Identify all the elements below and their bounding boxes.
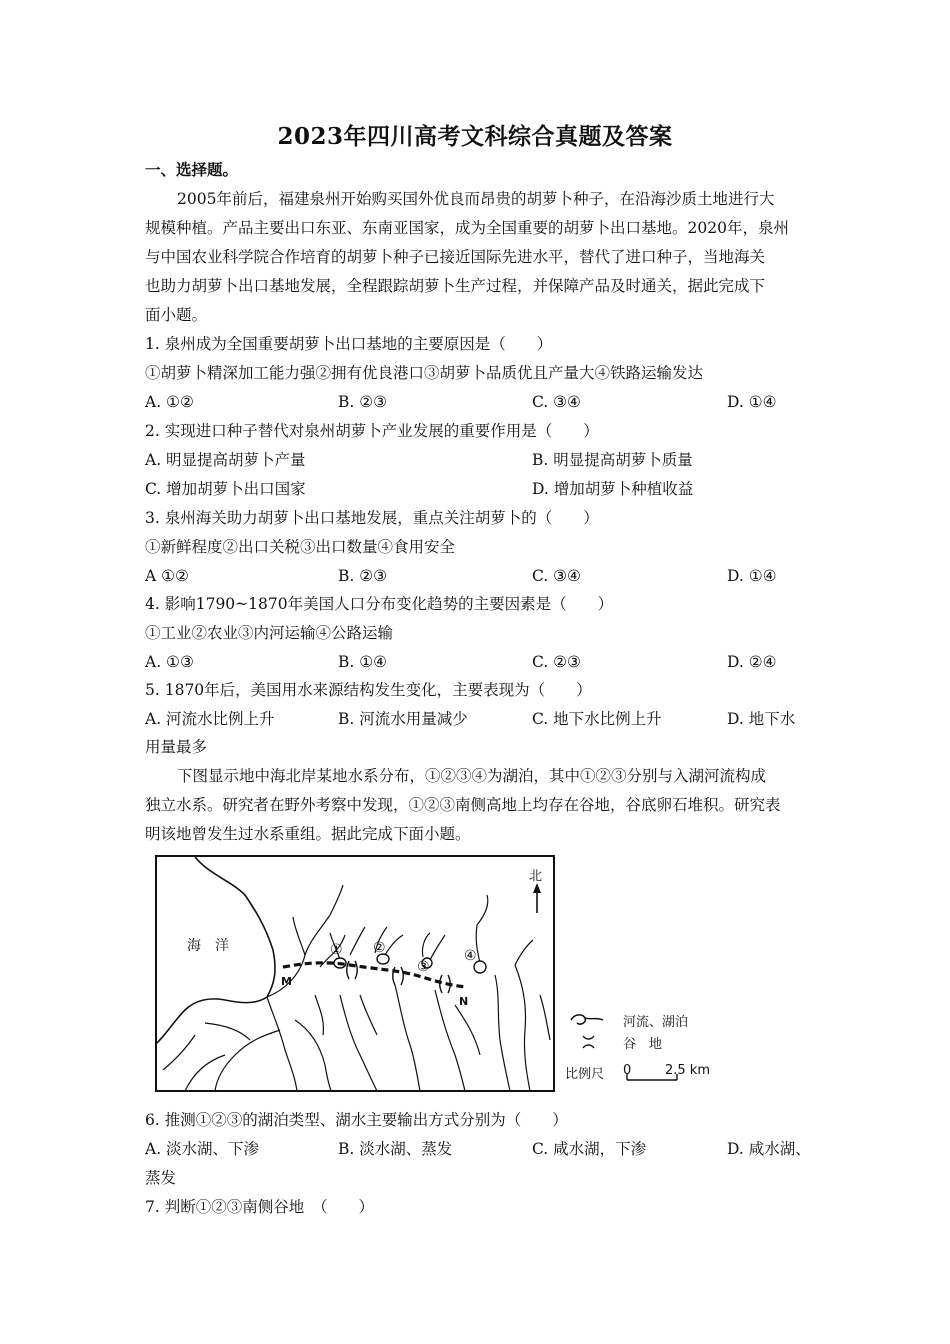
option-a: A ①② bbox=[145, 567, 189, 585]
option-b: B. ②③ bbox=[338, 393, 388, 411]
option-d: D. ②④ bbox=[727, 653, 777, 671]
ocean-label: 海 洋 bbox=[187, 938, 229, 954]
intro-line: 规模种植。产品主要出口东亚、东南亚国家，成为全国重要的胡萝卜出口基地。2020年，泉州 bbox=[145, 219, 789, 237]
question-stem: 6. 推测①②③的湖泊类型、湖水主要输出方式分别为（ ） bbox=[145, 1111, 568, 1129]
option-b: B. 明显提高胡萝卜质量 bbox=[532, 451, 693, 469]
option-a: A. 明显提高胡萝卜产量 bbox=[145, 451, 306, 469]
option-a: A. 河流水比例上升 bbox=[145, 710, 275, 728]
question-stem: 3. 泉州海关助力胡萝卜出口基地发展，重点关注胡萝卜的（ ） bbox=[145, 509, 599, 527]
question-sub: ①工业②农业③内河运输④公路运输 bbox=[145, 624, 394, 642]
lake-4-label: ④ bbox=[464, 948, 477, 964]
drainage-map bbox=[155, 855, 555, 1092]
intro-line: 独立水系。研究者在野外考察中发现，①②③南侧高地上均存在谷地，谷底卵石堆积。研究表 bbox=[145, 796, 781, 814]
intro-line: 2005年前后，福建泉州开始购买国外优良而昂贵的胡萝卜种子，在沿海沙质土地进行大 bbox=[177, 190, 775, 208]
page-title: 2023年四川高考文科综合真题及答案 bbox=[277, 123, 673, 150]
option-a: A. ①② bbox=[145, 393, 194, 411]
option-b: B. ①④ bbox=[338, 653, 388, 671]
option-a: A. ①③ bbox=[145, 653, 194, 671]
option-c: C. 咸水湖，下渗 bbox=[532, 1140, 647, 1158]
question-sub: ①胡萝卜精深加工能力强②拥有优良港口③胡萝卜品质优且产量大④铁路运输发达 bbox=[145, 364, 704, 382]
intro-line: 与中国农业科学院合作培育的胡萝卜种子已接近国际先进水平，替代了进口种子，当地海关 bbox=[145, 248, 766, 266]
valley-symbol bbox=[583, 1036, 594, 1048]
option-c: C. 增加胡萝卜出口国家 bbox=[145, 480, 306, 498]
legend-river-lake: 河流、湖泊 bbox=[623, 1015, 689, 1030]
map-frame bbox=[156, 856, 554, 1091]
option-d: D. ①④ bbox=[727, 393, 777, 411]
legend-scale-end: 2.5 km bbox=[665, 1063, 710, 1078]
option-b: B. 淡水湖、蒸发 bbox=[338, 1140, 453, 1158]
option-c: C. 地下水比例上升 bbox=[532, 710, 662, 728]
point-m-label: M bbox=[281, 975, 292, 988]
intro-line: 面小题。 bbox=[145, 306, 208, 324]
legend-scale-start: 0 bbox=[623, 1063, 632, 1078]
question-stem: 7. 判断①②③南侧谷地 （ ） bbox=[145, 1198, 374, 1216]
legend-scale-label: 比例尺 bbox=[565, 1067, 605, 1082]
intro-line: 下图显示地中海北岸某地水系分布，①②③④为湖泊，其中①②③分别与入湖河流构成 bbox=[177, 767, 767, 785]
lake-2-label: ② bbox=[373, 940, 386, 956]
lake-1-label: ① bbox=[330, 942, 343, 958]
section-heading: 一、选择题。 bbox=[145, 160, 239, 179]
intro-line: 明该地曾发生过水系重组。据此完成下面小题。 bbox=[145, 825, 471, 843]
question-stem: 5. 1870年后，美国用水来源结构发生变化，主要表现为（ ） bbox=[145, 681, 592, 699]
north-label: 北 bbox=[529, 869, 543, 884]
option-b: B. 河流水用量减少 bbox=[338, 710, 468, 728]
option-d: D. ①④ bbox=[727, 567, 777, 585]
question-stem: 4. 影响1790~1870年美国人口分布变化趋势的主要因素是（ ） bbox=[145, 595, 614, 613]
option-c: C. ③④ bbox=[532, 567, 581, 585]
question-stem: 1. 泉州成为全国重要胡萝卜出口基地的主要原因是（ ） bbox=[145, 335, 553, 353]
option-d: D. 地下水 bbox=[727, 710, 796, 728]
map-legend bbox=[565, 1008, 735, 1088]
drainage-map-svg bbox=[155, 855, 555, 1092]
option-d-wrap: 用量最多 bbox=[145, 738, 208, 756]
option-c: C. ③④ bbox=[532, 393, 581, 411]
question-sub: ①新鲜程度②出口关税③出口数量④食用安全 bbox=[145, 538, 456, 556]
option-b: B. ②③ bbox=[338, 567, 388, 585]
option-d-wrap: 蒸发 bbox=[145, 1169, 177, 1187]
option-a: A. 淡水湖、下渗 bbox=[145, 1140, 260, 1158]
point-n-label: N bbox=[459, 995, 469, 1008]
river-lake-symbol bbox=[571, 1015, 603, 1024]
question-stem: 2. 实现进口种子替代对泉州胡萝卜产业发展的重要作用是（ ） bbox=[145, 422, 599, 440]
option-c: C. ②③ bbox=[532, 653, 581, 671]
option-d: D. 咸水湖、 bbox=[727, 1140, 811, 1158]
lake-3-label: ③ bbox=[417, 959, 430, 975]
intro-line: 也助力胡萝卜出口基地发展，全程跟踪胡萝卜生产过程，并保障产品及时通关，据此完成下 bbox=[145, 277, 766, 295]
option-d: D. 增加胡萝卜种植收益 bbox=[532, 480, 694, 498]
legend-valley: 谷 地 bbox=[623, 1037, 663, 1052]
